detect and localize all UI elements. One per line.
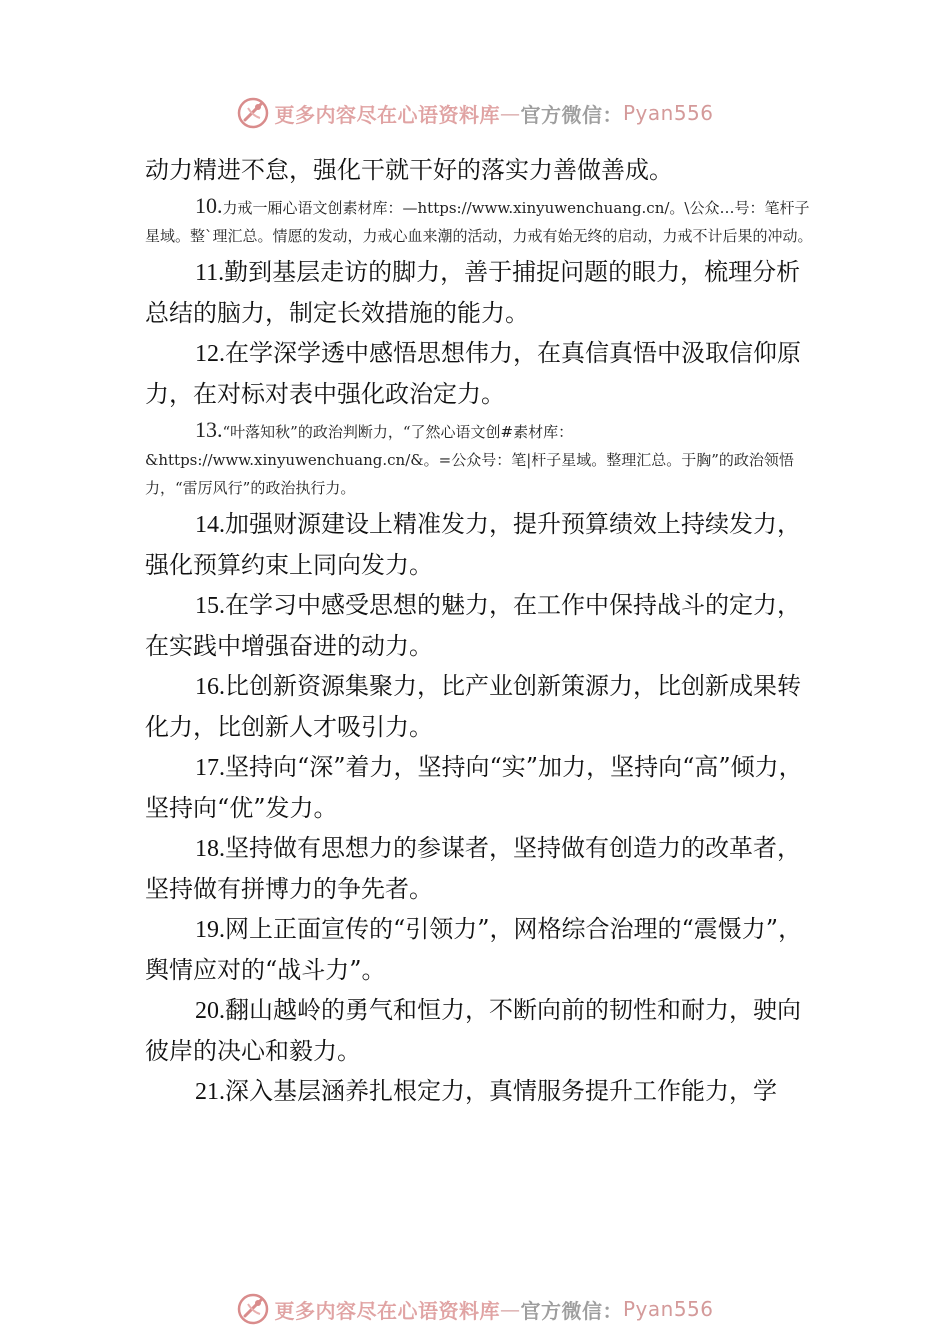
item-19-number: 19. [195, 917, 225, 943]
item-14-text: 加强财源建设上精准发力，提升预算绩效上持续发力，强化预算约束上同向发力。 [145, 510, 801, 579]
item-15-number: 15. [195, 593, 225, 619]
item-18-number: 18. [195, 836, 225, 862]
item-12-text: 在学深学透中感悟思想伟力，在真信真悟中汲取信仰原力，在对标对表中强化政治定力。 [145, 339, 801, 408]
item-11-number: 11. [195, 260, 225, 286]
item-11 [145, 252, 817, 333]
header-banner [0, 96, 950, 130]
item-21-number: 21. [195, 1079, 225, 1105]
header-label: 官方微信： [520, 102, 623, 127]
item-17-text: 坚持向“深”着力，坚持向“实”加力，坚持向“高”倾力，坚持向“优”发力。 [145, 753, 803, 822]
item-15-text: 在学习中感受思想的魅力，在工作中保持战斗的定力，在实践中增强奋进的动力。 [145, 591, 801, 660]
item-11-text: 勤到基层走访的脚力，善于捕捉问题的眼力，梳理分析总结的脑力，制定长效措施的能力。 [145, 258, 801, 327]
item-20-number: 20. [195, 998, 225, 1024]
item-15 [145, 585, 817, 666]
lead-paragraph: 动力精进不怠，强化干就干好的落实力善做善成。 [145, 156, 673, 184]
footer-brand-text: 更多内容尽在心语资料库 [274, 1298, 500, 1323]
item-19 [145, 909, 817, 990]
item-16 [145, 666, 817, 747]
item-14 [145, 504, 817, 585]
brand-logo-icon [236, 1292, 270, 1326]
header-brand-text: 更多内容尽在心语资料库 [274, 102, 500, 127]
item-12 [145, 333, 817, 414]
document-body [145, 150, 817, 1112]
brand-logo-icon [236, 96, 270, 130]
item-19-text: 网上正面宣传的“引领力”，网格综合治理的“震慑力”，舆情应对的“战斗力”。 [145, 915, 803, 984]
footer-label: 官方微信： [520, 1298, 623, 1323]
item-14-number: 14. [195, 512, 225, 538]
item-17 [145, 747, 817, 828]
item-16-text: 比创新资源集聚力，比产业创新策源力，比创新成果转化力，比创新人才吸引力。 [145, 672, 801, 741]
item-10-text: 力戒一厢心语文创素材库：—https://www.xinyuwenchuang.cn/。\公众…号：笔杆子星域。整`理汇总。情愿的发动，力戒心血来潮的活动，力戒有始无终的启动，力戒不计后果的冲动。 [145, 199, 813, 245]
item-18-text: 坚持做有思想力的参谋者，坚持做有创造力的改革者，坚持做有拼博力的争先者。 [145, 834, 801, 903]
header-account: Pyan556 [622, 101, 714, 125]
item-21-text: 深入基层涵养扎根定力，真情服务提升工作能力，学 [225, 1077, 777, 1105]
header-dash: — [499, 101, 521, 125]
item-13 [145, 416, 817, 502]
footer-dash: — [499, 1297, 521, 1321]
item-20-text: 翻山越岭的勇气和恒力，不断向前的韧性和耐力，驶向彼岸的决心和毅力。 [145, 996, 801, 1065]
item-13-number: 13. [195, 417, 223, 442]
item-17-number: 17. [195, 755, 225, 781]
footer-account: Pyan556 [622, 1297, 714, 1321]
footer-banner [0, 1292, 950, 1326]
item-16-number: 16. [195, 674, 225, 700]
item-10 [145, 192, 817, 250]
item-21 [145, 1071, 817, 1112]
item-10-number: 10. [195, 193, 223, 218]
item-13-text: “叶落知秋”的政治判断力，“了然心语文创#素材库：&https://www.xinyuwenchuang.cn/&。=公众号：笔|杆子星域。整理汇总。于胸”的政治领悟力，“雷厉风行”的政治执行力。 [145, 423, 794, 497]
item-12-number: 12. [195, 341, 225, 367]
item-18 [145, 828, 817, 909]
item-20 [145, 990, 817, 1071]
